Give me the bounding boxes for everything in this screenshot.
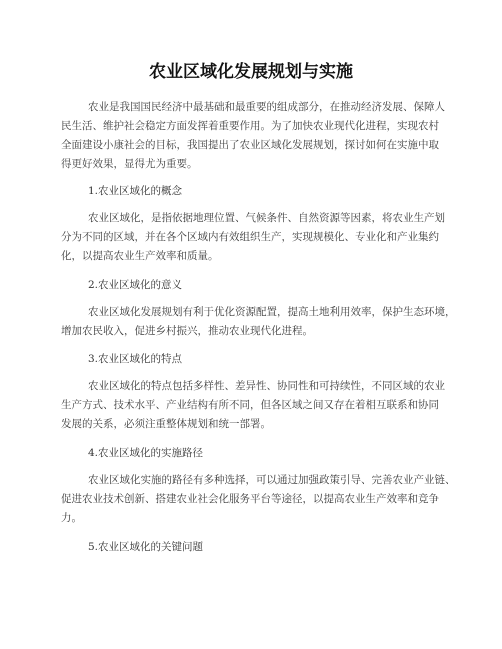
intro-line: 全面建设小康社会的目标，我国提出了农业区域化发展规划，探讨如何在实施中取 xyxy=(61,139,439,151)
intro-line: 得更好效果，显得尤为重要。 xyxy=(61,158,198,170)
section-line: 增加农民收入，促进乡村振兴，推动农业现代化进程。 xyxy=(61,325,313,337)
section-heading: 5.农业区域化的关键问题 xyxy=(88,541,204,553)
section-line: 分为不同的区域，并在各个区域内有效组织生产，实现规模化、专业化和产业集约 xyxy=(61,231,439,243)
section-heading: 4.农业区域化的实施路径 xyxy=(88,447,204,459)
section-line: 农业区域化的特点包括多样性、差异性、协同性和可持续性，不同区域的农业 xyxy=(88,380,445,392)
section-line: 农业区域化发展规划有利于优化资源配置，提高土地利用效率，保护生态环境， xyxy=(88,306,456,318)
section-line: 化，以提高农业生产效率和质量。 xyxy=(61,250,219,262)
section-line: 力。 xyxy=(61,512,82,524)
section-heading: 2.农业区域化的意义 xyxy=(88,279,183,291)
section-line: 生产方式、技术水平、产业结构有所不同，但各区域之间又存在着相互联系和协同 xyxy=(61,399,439,411)
section-line: 发展的关系，必须注重整体规划和统一部署。 xyxy=(61,418,271,430)
section-line: 促进农业技术创新、搭建农业社会化服务平台等途径，以提高农业生产效率和竞争 xyxy=(61,493,439,505)
section-heading: 3.农业区域化的特点 xyxy=(88,353,183,365)
intro-line: 农业是我国国民经济中最基础和最重要的组成部分，在推动经济发展、保障人 xyxy=(88,101,445,113)
document-title: 农业区域化发展规划与实施 xyxy=(149,62,353,82)
section-line: 农业区域化，是指依据地理位置、气候条件、自然资源等因素，将农业生产划 xyxy=(88,212,445,224)
intro-line: 民生活、维护社会稳定方面发挥着重要作用。为了加快农业现代化进程，实现农村 xyxy=(61,120,439,132)
section-line: 农业区域化实施的路径有多种选择，可以通过加强政策引导、完善农业产业链、 xyxy=(88,474,456,486)
section-heading: 1.农业区域化的概念 xyxy=(88,185,183,197)
